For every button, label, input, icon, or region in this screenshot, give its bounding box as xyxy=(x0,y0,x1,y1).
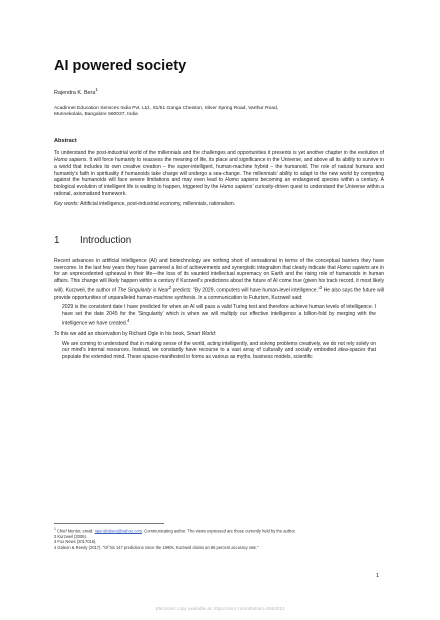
abstract-text xyxy=(54,150,384,198)
intro-paragraph-1 xyxy=(54,258,384,302)
author-line xyxy=(54,87,384,96)
intro-paragraph-2 xyxy=(54,331,384,338)
text-part: are in for an unprecedented upheaval in their life—the loss of its vaunted intellectual supremacy on Earth and the rising role of humanoids in human affairs. This change will likely happen within a century if Kurzweil's predictions about the future of AI come true (given his track record, it most likely will). Kurzweil, the author of xyxy=(54,264,385,294)
author-email-link[interactable]: rajendrabera@yahoo.com xyxy=(94,528,142,534)
abstract-emphasis: Homo sapiens xyxy=(54,156,87,163)
abstract-heading: Abstract xyxy=(54,137,77,144)
section-number: 1 xyxy=(54,234,60,246)
book-title: Smart World xyxy=(186,330,215,337)
abstract-part: becoming an endangered species within a century. A biological evolution of intelligent life is waiting to happen, triggered by the xyxy=(54,177,384,191)
footnote-1 xyxy=(54,527,384,534)
footnote-text: . Communicating author. The views expressed are those currently held by the author. xyxy=(142,528,296,534)
quote-text: We are coming to understand that in making sense of the world, acting intelligently, and solving problems creatively, we do not rely solely on our mind's internal resources. Instead, we constantly have recourse to a vast array of culturally and socially embodied xyxy=(62,340,376,354)
abstract-emphasis: Homo sapiens' xyxy=(219,184,254,191)
keywords-text: Artificial intelligence, post-industrial economy, millennials, rationalism. xyxy=(78,200,236,207)
section-heading xyxy=(54,235,384,246)
book-title: The Singularity is Near xyxy=(117,287,169,294)
text-emphasis: Homo sapiens xyxy=(337,264,370,271)
block-quote-2 xyxy=(62,341,376,362)
page-content xyxy=(54,58,384,364)
quote-emphasis: idea-spaces xyxy=(338,347,366,354)
footnote-3: 3 Fox News (2017016). xyxy=(54,539,97,545)
text-part: : xyxy=(214,330,217,337)
footnote-4: 4 Galeon & Reedy (2017). "Of his 147 predictions since the 1990s, Kurzweil claims an 86 percent accuracy rate." xyxy=(54,544,259,550)
author-footnote-mark: 1 xyxy=(95,87,98,92)
footnote-ref: 4 xyxy=(127,318,130,324)
download-watermark: Electronic copy available at: https://ssrn.com/abstract=3062013 xyxy=(155,606,285,611)
footnote-text: Chief Mentor, email: xyxy=(55,528,95,534)
footnote-number: 1 xyxy=(54,527,56,531)
text-part: Recent advances in artificial intelligence (AI) and biotechnology are nothing short of sensational in terms of the conceptual barriers they have overcome. In the last few years they have garnered a list of achievements and synergistic integration that clearly indicate that xyxy=(54,257,384,271)
text-part: He also says the future will provide opportunities of unparalleled human-machine synthesis. In a communication to Futurism, Kurzweil said: xyxy=(54,287,384,301)
quote-text: that populate the extended mind. These spaces-manifested in forms as various as myths, business models, scientific xyxy=(62,347,376,361)
abstract-part: To understand the post-industrial world of the millennials and the challenges and opportunities it presents is yet another chapter in the evolution of xyxy=(54,149,384,156)
footnotes xyxy=(54,527,384,550)
abstract-part: . It will force humanity to reassess the meaning of life, its place and significance in the Universe, and above all its ability to survive in a world that includes its own creative creation – the super-intelligent, human-machine hybrid – the humanoid. The role of natural humans and humanity's faith in spirituality if humanoids take charge will undergo a sea-change. The millennials' ability to adapt to the new world by competing against the humanoids will face severe limitations and may even lead to xyxy=(54,156,384,184)
text-part: predicts: "By 2029, computers will have human-level intelligence." xyxy=(171,287,320,294)
keywords xyxy=(54,201,384,208)
section-title: Introduction xyxy=(80,234,132,246)
abstract-part: curiosity-driven quest to understand the Universe within a rational, axiomatized framework. xyxy=(54,184,384,198)
abstract-emphasis: Homo sapiens xyxy=(225,177,259,184)
block-quote-1 xyxy=(62,304,376,327)
footnote-ref: 2 xyxy=(168,285,172,291)
paper-title: AI powered society xyxy=(54,58,187,74)
keywords-label: Key words: xyxy=(54,200,79,207)
author-name: Rajendra K. Bera xyxy=(54,89,96,96)
quote-text: 2029 is the consistent date I have predicted for when an AI will pass a valid Turing test and therefore achieve human levels of intelligence. I have set the date 2045 for the 'Singularity' which is when we will multiply our effective intelligence a billion-fold by merging with the intelligence we have created. xyxy=(62,304,376,327)
affiliation: Acadinnet Education Services India Pvt. Ltd., 81/51 Ganga Cheiston, Silver Spring Road, Varthur Road, Munnekolala, Bangalore 560037, India xyxy=(54,105,279,118)
page-number: 1 xyxy=(376,573,380,579)
footnote-rule xyxy=(54,523,164,524)
footnote-2: 2 Kurzweil (2005). xyxy=(54,533,87,539)
footnote-ref: 3 xyxy=(319,285,323,291)
text-part: To this we add an observation by Richard Ogle in his book, xyxy=(54,330,187,337)
